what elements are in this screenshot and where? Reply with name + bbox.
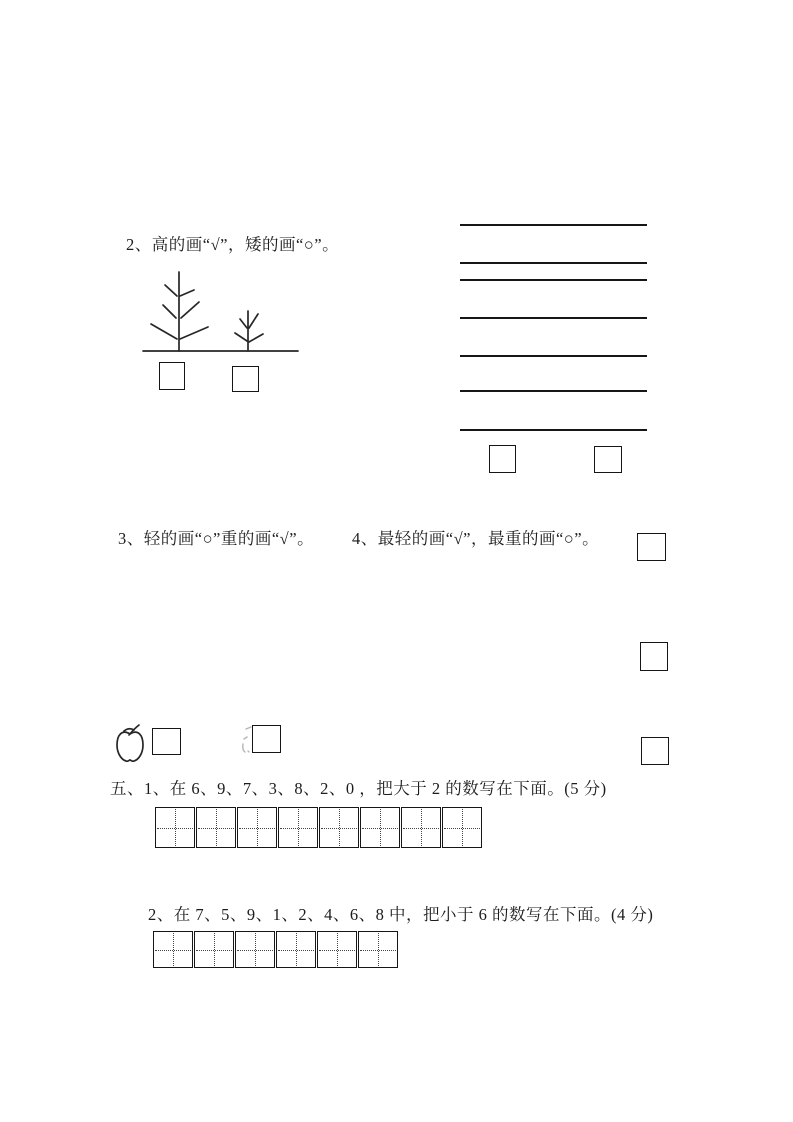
writing-line [460,279,647,281]
answer-box-tall-tree[interactable] [159,362,185,390]
writing-line [460,317,647,319]
question-3-label: 3、轻的画“○”重的画“√”。 [118,529,315,548]
apple-icon [112,721,148,763]
question-2-label: 2、高的画“√”，矮的画“○”。 [126,235,340,254]
faded-fruit-icon [239,724,253,754]
writing-line [460,355,647,357]
question-4-label: 4、最轻的画“√”，最重的画“○”。 [352,529,600,548]
writing-line [460,224,647,226]
grid-cell[interactable] [442,807,482,848]
answer-box-right-3[interactable] [641,737,669,765]
grid-cell[interactable] [276,931,316,968]
grid-cell[interactable] [317,931,357,968]
grid-cell[interactable] [196,807,236,848]
grid-cell[interactable] [401,807,441,848]
answer-grid-2 [153,931,398,968]
writing-line [460,429,647,431]
answer-box-lines-right[interactable] [594,446,622,473]
grid-cell[interactable] [155,807,195,848]
grid-cell[interactable] [194,931,234,968]
writing-line [460,390,647,392]
grid-cell[interactable] [237,807,277,848]
grid-cell[interactable] [358,931,398,968]
grid-cell[interactable] [360,807,400,848]
tree-comparison-figure [140,265,310,360]
tall-tree-icon [151,272,208,351]
answer-box-right-2[interactable] [640,642,668,671]
grid-cell[interactable] [153,931,193,968]
answer-box-short-tree[interactable] [232,366,259,392]
question-5-2-label: 2、在 7、5、9、1、2、4、6、8 中，把小于 6 的数写在下面。(4 分) [148,905,654,924]
short-tree-icon [235,311,263,351]
grid-cell[interactable] [278,807,318,848]
answer-box-faded-fruit[interactable] [252,725,281,753]
answer-box-right-1[interactable] [637,533,666,561]
grid-cell[interactable] [235,931,275,968]
writing-line [460,262,647,264]
answer-box-apple[interactable] [152,728,181,755]
grid-cell[interactable] [319,807,359,848]
answer-box-lines-left[interactable] [489,445,516,473]
question-5-1-label: 五、1、在 6、9、7、3、8、2、0 ，把大于 2 的数写在下面。(5 分) [110,779,607,798]
answer-grid-1 [155,807,482,848]
